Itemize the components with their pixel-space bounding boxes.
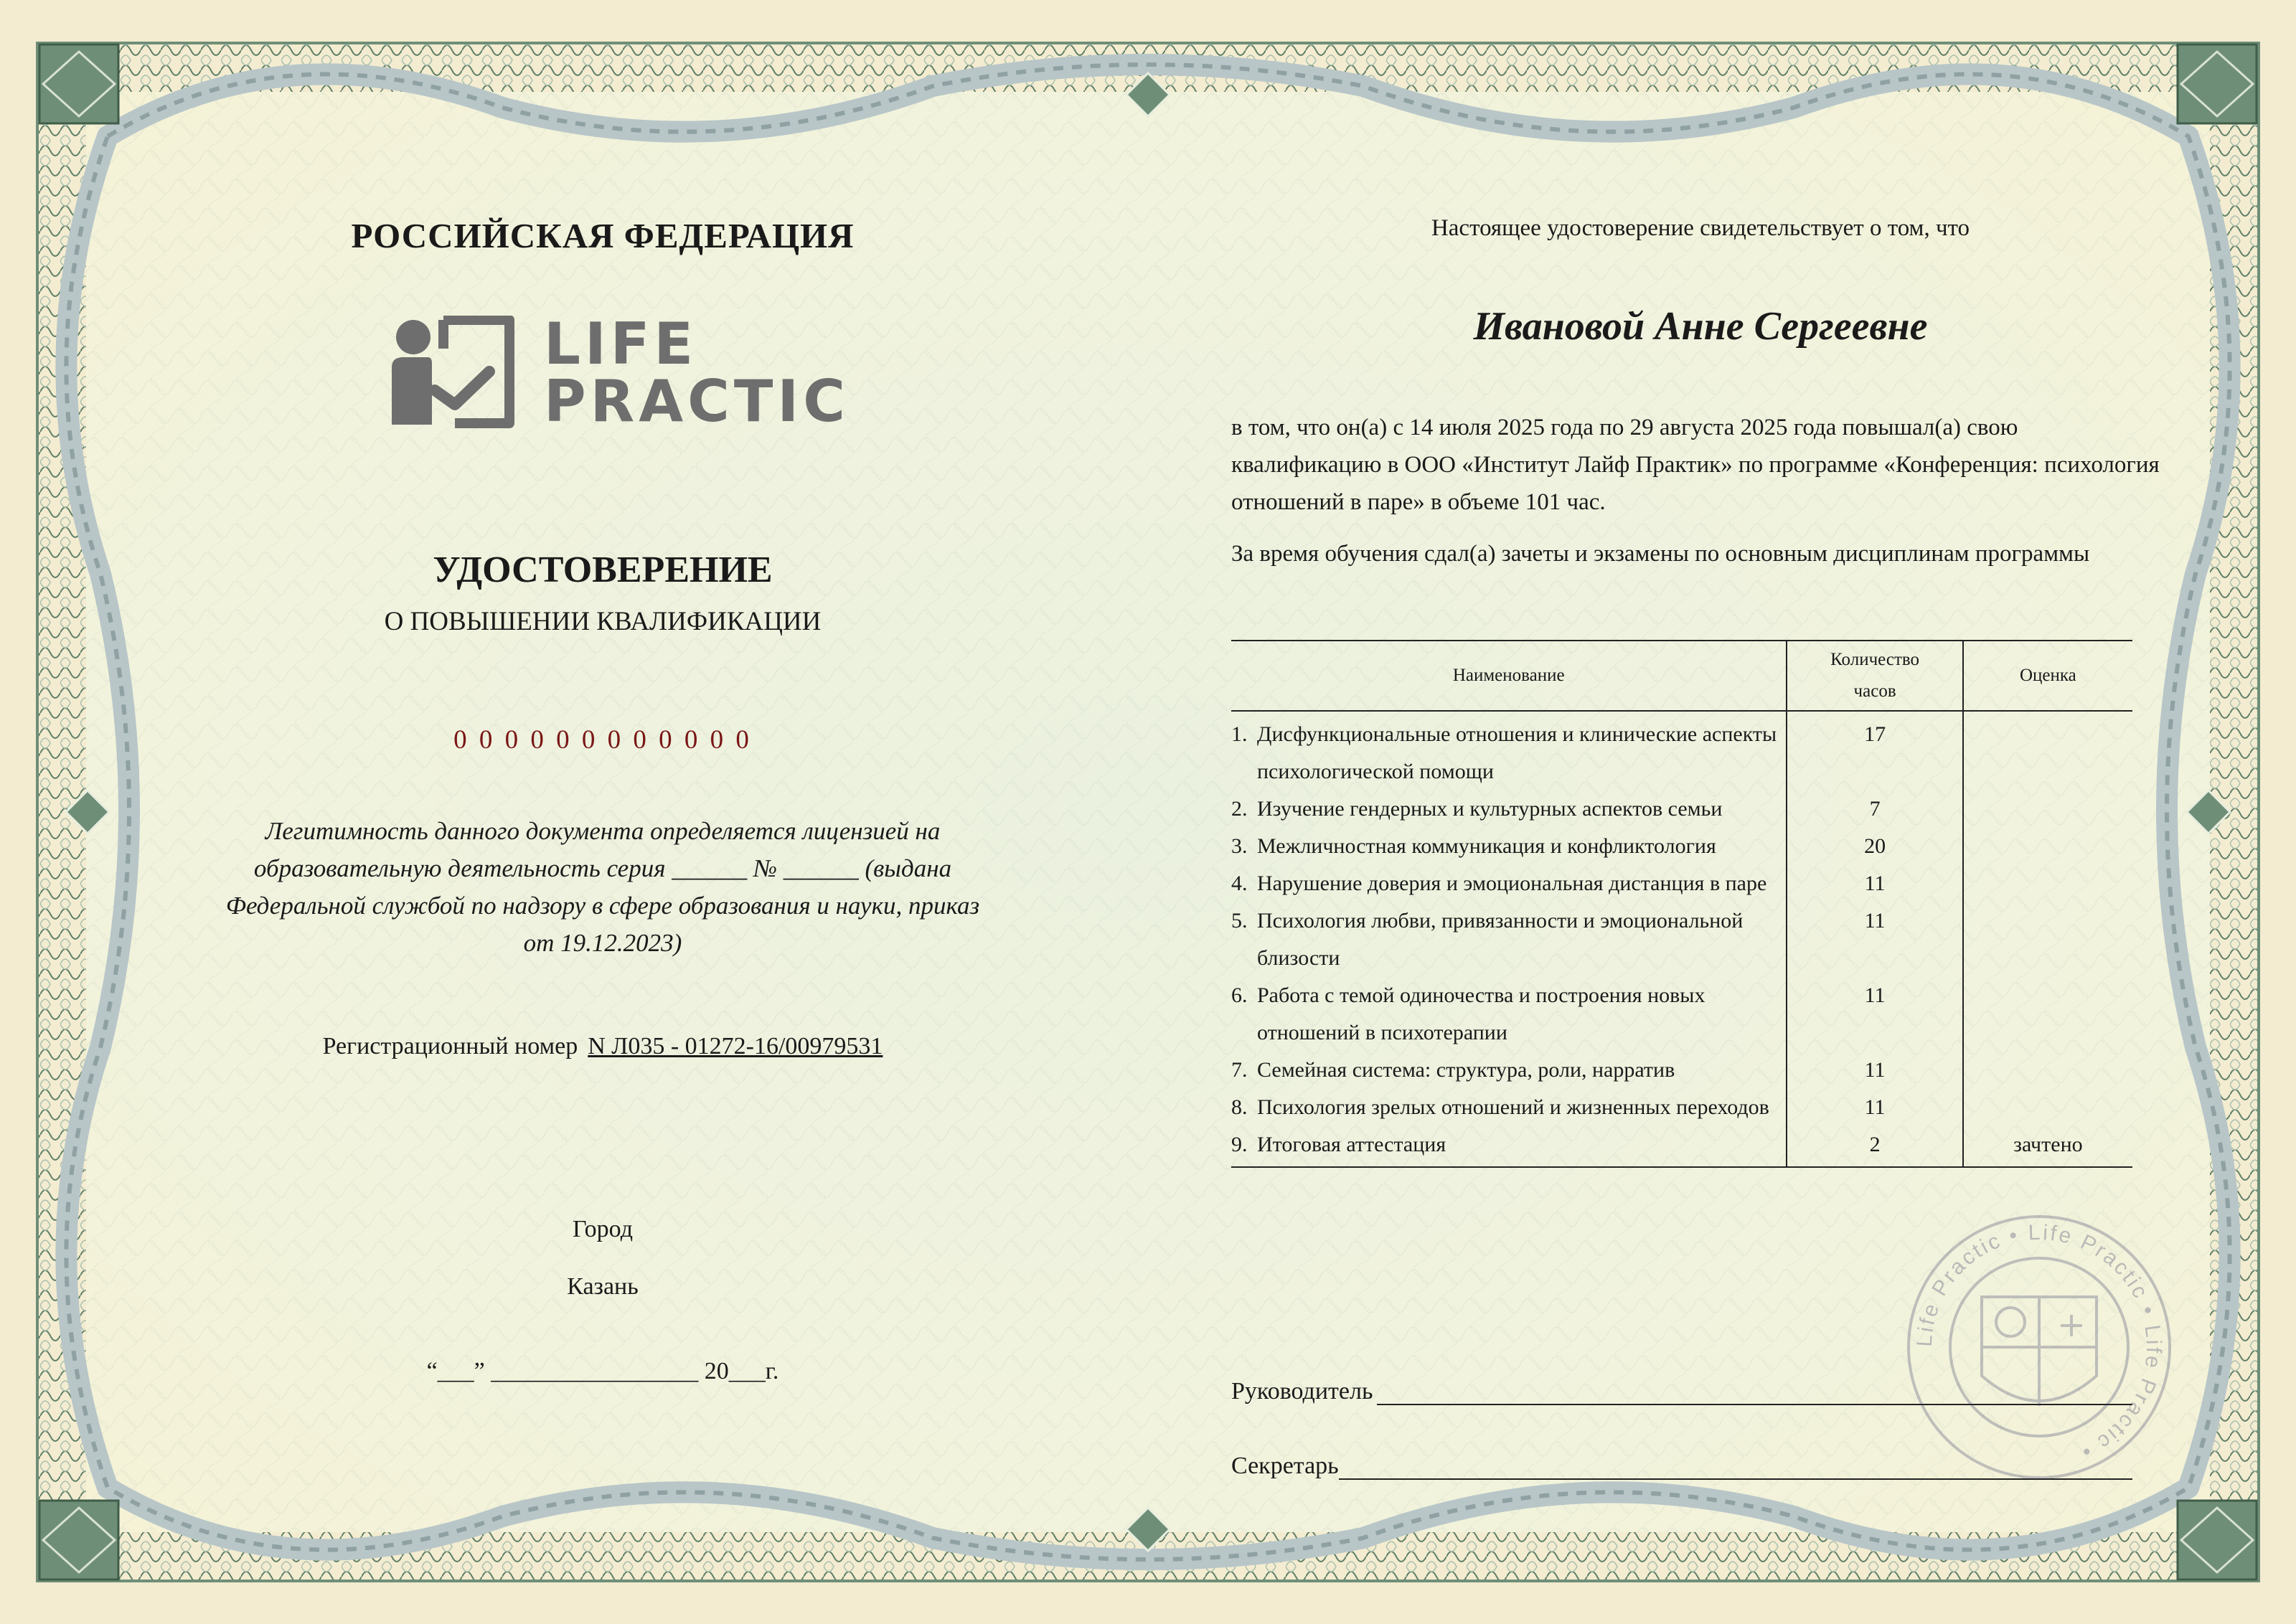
col-header-name: Наименование <box>1231 641 1787 711</box>
discipline-name: Психология зрелых отношений и жизненных переходов <box>1257 1095 1769 1119</box>
hours-cell: 11 <box>1787 977 1962 1052</box>
document-title: УДОСТОВЕРЕНИЕ <box>433 549 773 590</box>
col-header-hours-line1: Количество <box>1830 650 1920 669</box>
grade-cell <box>1963 902 2132 977</box>
table-row <box>1231 1089 2132 1126</box>
table-row <box>1231 790 2132 828</box>
registration-value: N Л035 - 01272-16/00979531 <box>588 1033 883 1059</box>
document-subtitle: О ПОВЫШЕНИИ КВАЛИФИКАЦИИ <box>384 607 822 636</box>
discipline-name: Психология любви, привязанности и эмоциональной близости <box>1257 909 1744 970</box>
col-header-hours-line2: часов <box>1853 681 1896 701</box>
discipline-number: 5. <box>1231 909 1248 933</box>
table-row <box>1231 902 2132 977</box>
table-row <box>1231 828 2132 865</box>
hours-cell: 11 <box>1787 1089 1962 1126</box>
hours-cell: 7 <box>1787 790 1962 828</box>
discipline-name: Нарушение доверия и эмоциональная дистанция в паре <box>1257 872 1767 895</box>
serial-number: 0 0 0 0 0 0 0 0 0 0 0 0 <box>453 725 752 755</box>
issue-date-line: “___” _________________ 20___г. <box>426 1358 779 1384</box>
registration-label: Регистрационный номер <box>322 1033 578 1059</box>
col-header-grade: Оценка <box>1963 641 2132 711</box>
hours-cell: 11 <box>1787 865 1962 902</box>
discipline-number: 7. <box>1231 1058 1248 1082</box>
discipline-name: Семейная система: структура, роли, нарратив <box>1257 1058 1675 1082</box>
stamp-emblem-icon <box>1903 1211 2175 1483</box>
life-practic-logo <box>387 311 850 435</box>
discipline-name: Дисфункциональные отношения и клинические аспекты психологической помощи <box>1257 722 1777 783</box>
discipline-name: Работа с темой одиночества и построения новых отношений в психотерапии <box>1257 983 1705 1044</box>
qualification-statement: в том, что он(а) с 14 июля 2025 года по 29 августа 2025 года повышал(а) свою квалификацию в ООО «Институт Лайф Практик» по программе «Конференция: психология отношений в паре» в объеме 101 час. <box>1231 415 2160 515</box>
registration-number <box>215 1033 990 1060</box>
exams-statement: За время обучения сдал(а) зачеты и экзамены по основным дисциплинам программы <box>1231 541 2090 567</box>
discipline-number: 2. <box>1231 797 1248 821</box>
table-header-row <box>1231 641 2132 711</box>
hours-cell: 11 <box>1787 1052 1962 1089</box>
country-title: РОССИЙСКАЯ ФЕДЕРАЦИЯ <box>351 216 855 255</box>
discipline-cell <box>1231 902 1787 977</box>
col-header-hours <box>1787 641 1962 711</box>
discipline-name: Итоговая аттестация <box>1257 1133 1446 1156</box>
discipline-number: 1. <box>1231 722 1248 746</box>
hours-cell: 2 <box>1787 1126 1962 1167</box>
grade-cell: зачтено <box>1963 1126 2132 1167</box>
certifies-intro: Настоящее удостоверение свидетельствует о том, что <box>1431 215 1970 241</box>
hours-cell: 20 <box>1787 828 1962 865</box>
discipline-cell <box>1231 977 1787 1052</box>
discipline-number: 9. <box>1231 1133 1248 1156</box>
discipline-cell <box>1231 711 1787 790</box>
discipline-cell <box>1231 1089 1787 1126</box>
table-row <box>1231 977 2132 1052</box>
discipline-cell <box>1231 865 1787 902</box>
grade-cell <box>1963 790 2132 828</box>
grade-cell <box>1963 977 2132 1052</box>
grade-cell <box>1963 828 2132 865</box>
signature-secretary-label: Секретарь <box>1231 1453 1339 1479</box>
stamp-text: Life Practic • Life Practic • Life Practic • <box>1912 1220 2166 1465</box>
legitimacy-note: Легитимность данного документа определяется лицензией на образовательную деятельность серия ______ № ______ (выдана Федеральной службой по надзору в сфере образования и науки, приказ от 19.12.2023) <box>225 817 980 957</box>
table-row <box>1231 865 2132 902</box>
table-row <box>1231 711 2132 790</box>
table-row <box>1231 1126 2132 1167</box>
grade-cell <box>1963 865 2132 902</box>
person-check-icon <box>387 316 517 430</box>
discipline-number: 6. <box>1231 983 1248 1007</box>
discipline-cell <box>1231 790 1787 828</box>
logo-text-line1: LIFE <box>544 311 698 377</box>
discipline-number: 3. <box>1231 834 1248 858</box>
discipline-cell <box>1231 828 1787 865</box>
discipline-cell <box>1231 1126 1787 1167</box>
recipient-name: Ивановой Анне Сергеевне <box>1473 304 1928 349</box>
grade-cell <box>1963 711 2132 790</box>
discipline-number: 8. <box>1231 1095 1248 1119</box>
logo-text-line2: PRACTIC <box>544 368 850 435</box>
discipline-cell <box>1231 1052 1787 1089</box>
grade-cell <box>1963 1089 2132 1126</box>
city-label: Город <box>573 1216 633 1242</box>
discipline-name: Межличностная коммуникация и конфликтология <box>1257 834 1716 858</box>
grade-cell <box>1963 1052 2132 1089</box>
hours-cell: 11 <box>1787 902 1962 977</box>
city-value: Казань <box>567 1273 639 1300</box>
discipline-number: 4. <box>1231 872 1248 895</box>
hours-cell: 17 <box>1787 711 1962 790</box>
disciplines-table <box>1231 640 2132 1168</box>
signature-head-label: Руководитель <box>1231 1378 1373 1405</box>
discipline-name: Изучение гендерных и культурных аспектов семьи <box>1257 797 1723 821</box>
table-row <box>1231 1052 2132 1089</box>
